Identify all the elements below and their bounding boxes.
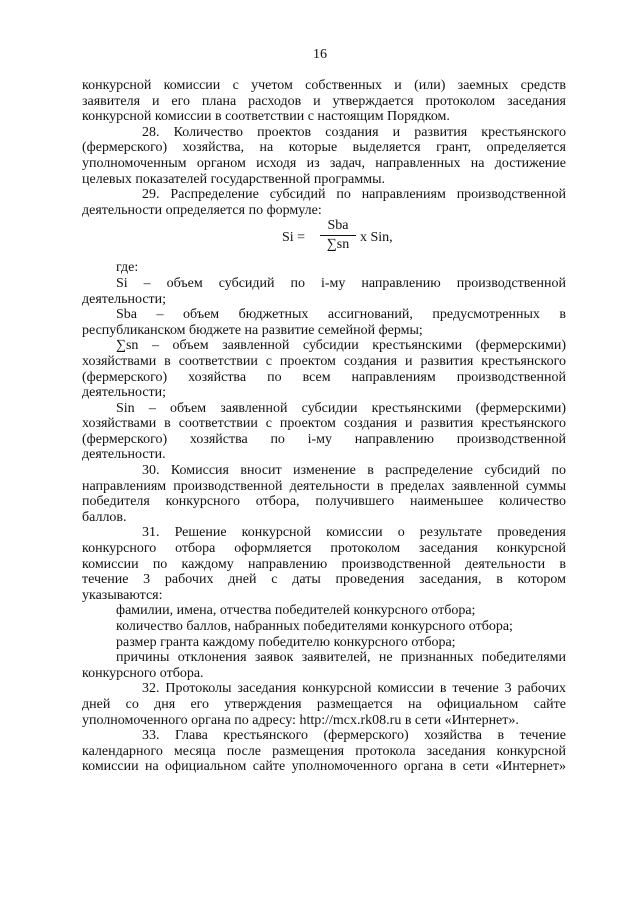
list-item: размер гранта каждому победителю конкурсного отбора; [116, 634, 456, 650]
list-item: количество баллов, набранных победителями конкурсного отбора; [116, 619, 513, 634]
paragraph-31-line: комиссии по каждому направлению производственной деятельности в [82, 556, 566, 572]
definition-si-line: Si – объем субсидий по i-му направлению производственной [116, 275, 566, 291]
paragraph-32-line: уполномоченного органа по адресу: http://mcx.rk08.ru в сети «Интернет». [82, 712, 519, 728]
paragraph-32-line: дней со дня его утверждения размещается на официальном сайте [82, 696, 566, 712]
paragraph-31-line: конкурсного отбора оформляется протоколом заседания конкурсной [82, 541, 566, 557]
definition-sin-line: (фермерского) хозяйства по i-му направлению производственной [82, 431, 566, 447]
paragraph-29-line: деятельности определяется по формуле: [82, 202, 322, 218]
formula-numerator: Sba [320, 218, 356, 236]
paragraph-31-line: течение 3 рабочих дней с даты проведения заседания, в котором [82, 572, 566, 588]
formula-denominator: ∑sn [326, 236, 350, 252]
definition-si-line: деятельности; [82, 291, 167, 307]
definition-sn-line: хозяйствами в соответствии с проектом создания и развития крестьянского [82, 353, 566, 369]
formula-left-side: Si = [282, 230, 306, 246]
formula-fraction [320, 218, 356, 252]
document-body [82, 78, 566, 775]
paragraph-28-line: целевых показателей государственной программы. [82, 171, 385, 187]
paragraph-30-line: баллов. [82, 509, 127, 525]
list-item: фамилии, имена, отчества победителей конкурсного отбора; [116, 603, 476, 619]
paragraph-33-line: комиссии на официальном сайте уполномоченного органа в сети «Интернет» [82, 759, 566, 775]
definition-sn-line: (фермерского) хозяйства по всем направлениям производственной [82, 369, 566, 385]
paragraph-30-line: 30. Комиссия вносит изменение в распределение субсидий по [142, 463, 566, 479]
definition-sin-line: хозяйствами в соответствии с проектом создания и развития крестьянского [82, 416, 566, 432]
definition-sin-line: Sin – объем заявленной субсидии крестьянскими (фермерскими) [116, 400, 566, 416]
subsidy-formula [82, 218, 566, 260]
list-item: конкурсного отбора. [82, 665, 204, 681]
paragraph-32-line: 32. Протоколы заседания конкурсной комиссии в течение 3 рабочих [142, 681, 566, 697]
formula-right-side: x Sin, [360, 230, 393, 246]
paragraph-28-line: уполномоченным органом исходя из задач, направленных на достижение [82, 155, 566, 171]
paragraph-33-line: календарного месяца после размещения протокола заседания конкурсной [82, 743, 566, 759]
list-item: причины отклонения заявок заявителей, не признанных победителями [116, 650, 566, 666]
paragraph-30-line: направлениям производственной деятельности в пределах заявленной суммы [82, 478, 566, 494]
definition-sn-line: ∑sn – объем заявленной субсидии крестьянскими (фермерскими) [116, 338, 566, 354]
page-number: 16 [313, 47, 327, 62]
definition-sin-line: деятельности. [82, 447, 166, 463]
paragraph-31-line: указываются: [82, 587, 163, 603]
paragraph-28-line: 28. Количество проектов создания и развития крестьянского [142, 124, 566, 140]
paragraph-continuation-line: заявителя и его плана расходов и утверждается протоколом заседания [82, 93, 566, 109]
paragraph-31-line: 31. Решение конкурсной комиссии о результате проведения [142, 525, 566, 541]
paragraph-continuation-line: конкурсной комиссии с учетом собственных и (или) заемных средств [82, 78, 566, 93]
definition-sba-line: Sba – объем бюджетных ассигнований, предусмотренных в [116, 307, 566, 323]
definition-sba-line: республиканском бюджете на развитие семейной фермы; [82, 322, 423, 338]
where-label: где: [116, 260, 139, 276]
paragraph-33-line: 33. Глава крестьянского (фермерского) хозяйства в течение [142, 728, 566, 744]
paragraph-30-line: победителя конкурсного отбора, получившего наименьшее количество [82, 494, 566, 510]
definition-sn-line: деятельности; [82, 385, 167, 401]
paragraph-continuation-line: конкурсной комиссии в соответствии с настоящим Порядком. [82, 109, 450, 125]
paragraph-29-line: 29. Распределение субсидий по направлениям производственной [142, 187, 566, 203]
paragraph-28-line: (фермерского) хозяйства, на которые выделяется грант, определяется [82, 140, 566, 156]
